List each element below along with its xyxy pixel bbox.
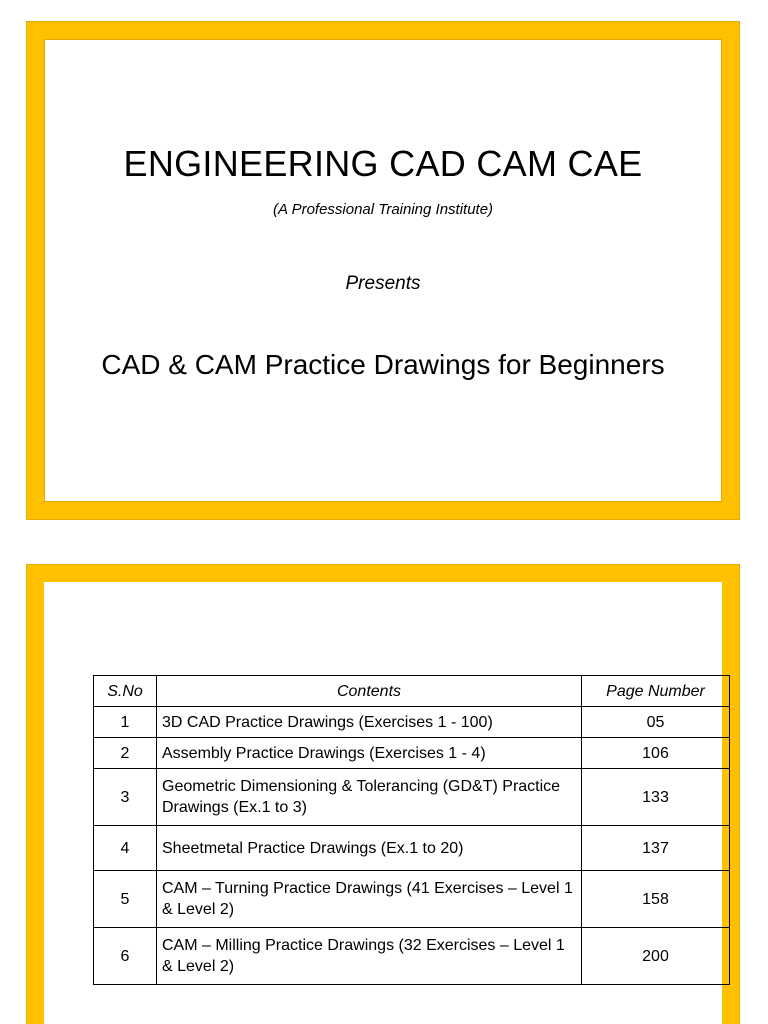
row-contents: CAM – Milling Practice Drawings (32 Exercises – Level 1 & Level 2)	[157, 928, 582, 985]
document-title: CAD & CAM Practice Drawings for Beginners	[101, 349, 665, 380]
row-page-number: 106	[582, 738, 730, 769]
table-row	[94, 707, 730, 738]
row-sno: 3	[94, 769, 157, 826]
contents-table	[93, 675, 730, 985]
row-sno: 6	[94, 928, 157, 985]
row-page-number: 137	[582, 826, 730, 871]
contents-slide	[27, 565, 739, 1024]
cover-slide	[27, 22, 739, 519]
institute-subtitle: (A Professional Training Institute)	[272, 201, 494, 218]
row-contents: Assembly Practice Drawings (Exercises 1 - 4)	[157, 738, 582, 769]
header-sno: S.No	[94, 676, 157, 707]
row-page-number: 05	[582, 707, 730, 738]
row-contents: CAM – Turning Practice Drawings (41 Exercises – Level 1 & Level 2)	[157, 871, 582, 928]
table-row	[94, 738, 730, 769]
row-contents: Sheetmetal Practice Drawings (Ex.1 to 20)	[157, 826, 582, 871]
row-contents: Geometric Dimensioning & Tolerancing (GD&T) Practice Drawings (Ex.1 to 3)	[157, 769, 582, 826]
header-contents: Contents	[157, 676, 582, 707]
row-sno: 4	[94, 826, 157, 871]
table-header-row	[94, 676, 730, 707]
row-sno: 2	[94, 738, 157, 769]
presents-text: Presents	[345, 273, 421, 294]
row-page-number: 133	[582, 769, 730, 826]
row-page-number: 200	[582, 928, 730, 985]
table-row	[94, 871, 730, 928]
header-page-number: Page Number	[582, 676, 730, 707]
row-sno: 1	[94, 707, 157, 738]
table-row	[94, 826, 730, 871]
table-row	[94, 769, 730, 826]
row-sno: 5	[94, 871, 157, 928]
table-row	[94, 928, 730, 985]
row-page-number: 158	[582, 871, 730, 928]
institute-title: ENGINEERING CAD CAM CAE	[123, 143, 643, 184]
row-contents: 3D CAD Practice Drawings (Exercises 1 - 100)	[157, 707, 582, 738]
